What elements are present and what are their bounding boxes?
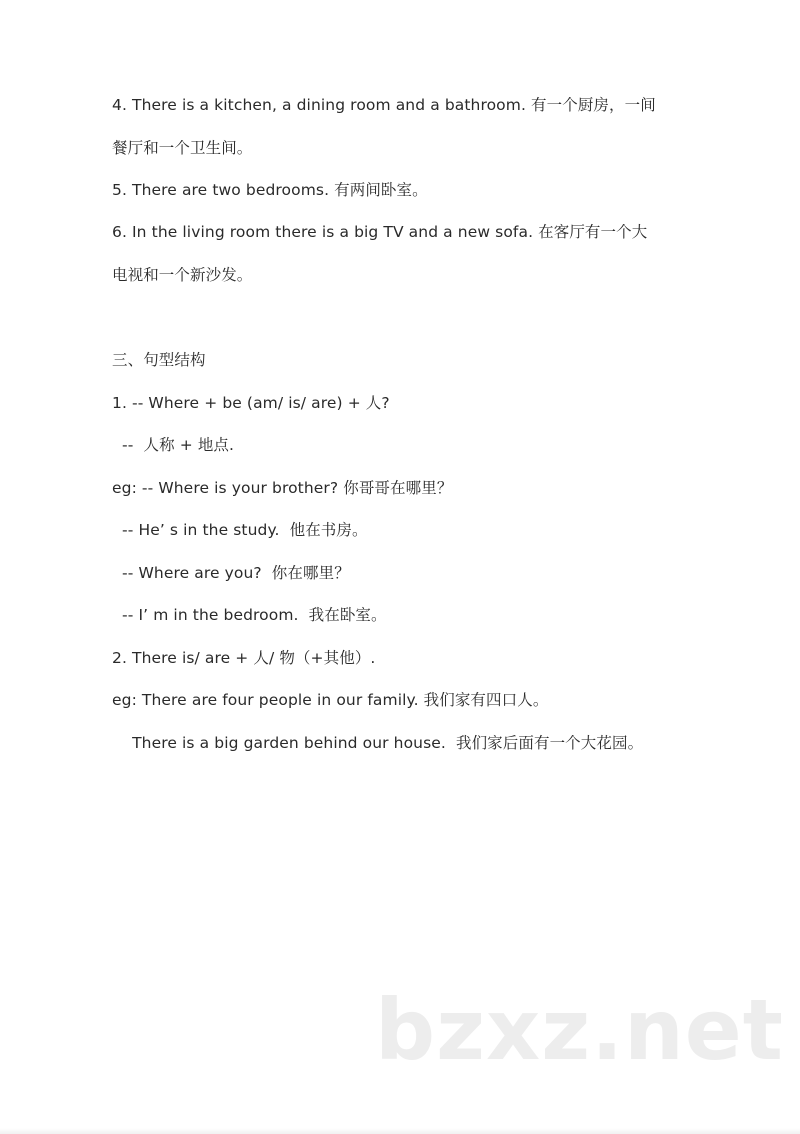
text-line-item-6-continued: 电视和一个新沙发。	[112, 266, 253, 284]
text-line-item-6: 6. In the living room there is a big TV and a new sofa. 在客厅有一个大	[112, 223, 648, 241]
text-line-pattern-2: 2. There is/ are + 人/ 物（+其他）.	[112, 649, 376, 667]
text-line-item-4-continued: 餐厅和一个卫生间。	[112, 139, 253, 157]
text-line-example-1: eg: -- Where is your brother? 你哥哥在哪里？	[112, 479, 453, 497]
text-line-pattern-1-answer: -- 人称 + 地点.	[112, 436, 235, 454]
section-heading: 三、句型结构	[112, 351, 206, 369]
text-line-item-5: 5. There are two bedrooms. 有两间卧室。	[112, 181, 428, 199]
page-bottom-edge	[0, 1128, 800, 1134]
text-line-example-1-answer: -- He’ s in the study. 他在书房。	[112, 521, 368, 539]
text-line-example-4: There is a big garden behind our house. 我们家后面有一个大花园。	[112, 734, 644, 752]
text-line-pattern-1: 1. -- Where + be (am/ is/ are) + 人?	[112, 394, 390, 412]
text-line-example-2: -- Where are you? 你在哪里？	[112, 564, 350, 582]
text-line-item-4: 4. There is a kitchen, a dining room and a bathroom. 有一个厨房，一间	[112, 96, 656, 114]
watermark-logo: bzxz.net	[375, 981, 784, 1079]
text-line-example-2-answer: -- I’ m in the bedroom. 我在卧室。	[112, 606, 387, 624]
text-line-example-3: eg: There are four people in our family. 我们家有四口人。	[112, 691, 549, 709]
